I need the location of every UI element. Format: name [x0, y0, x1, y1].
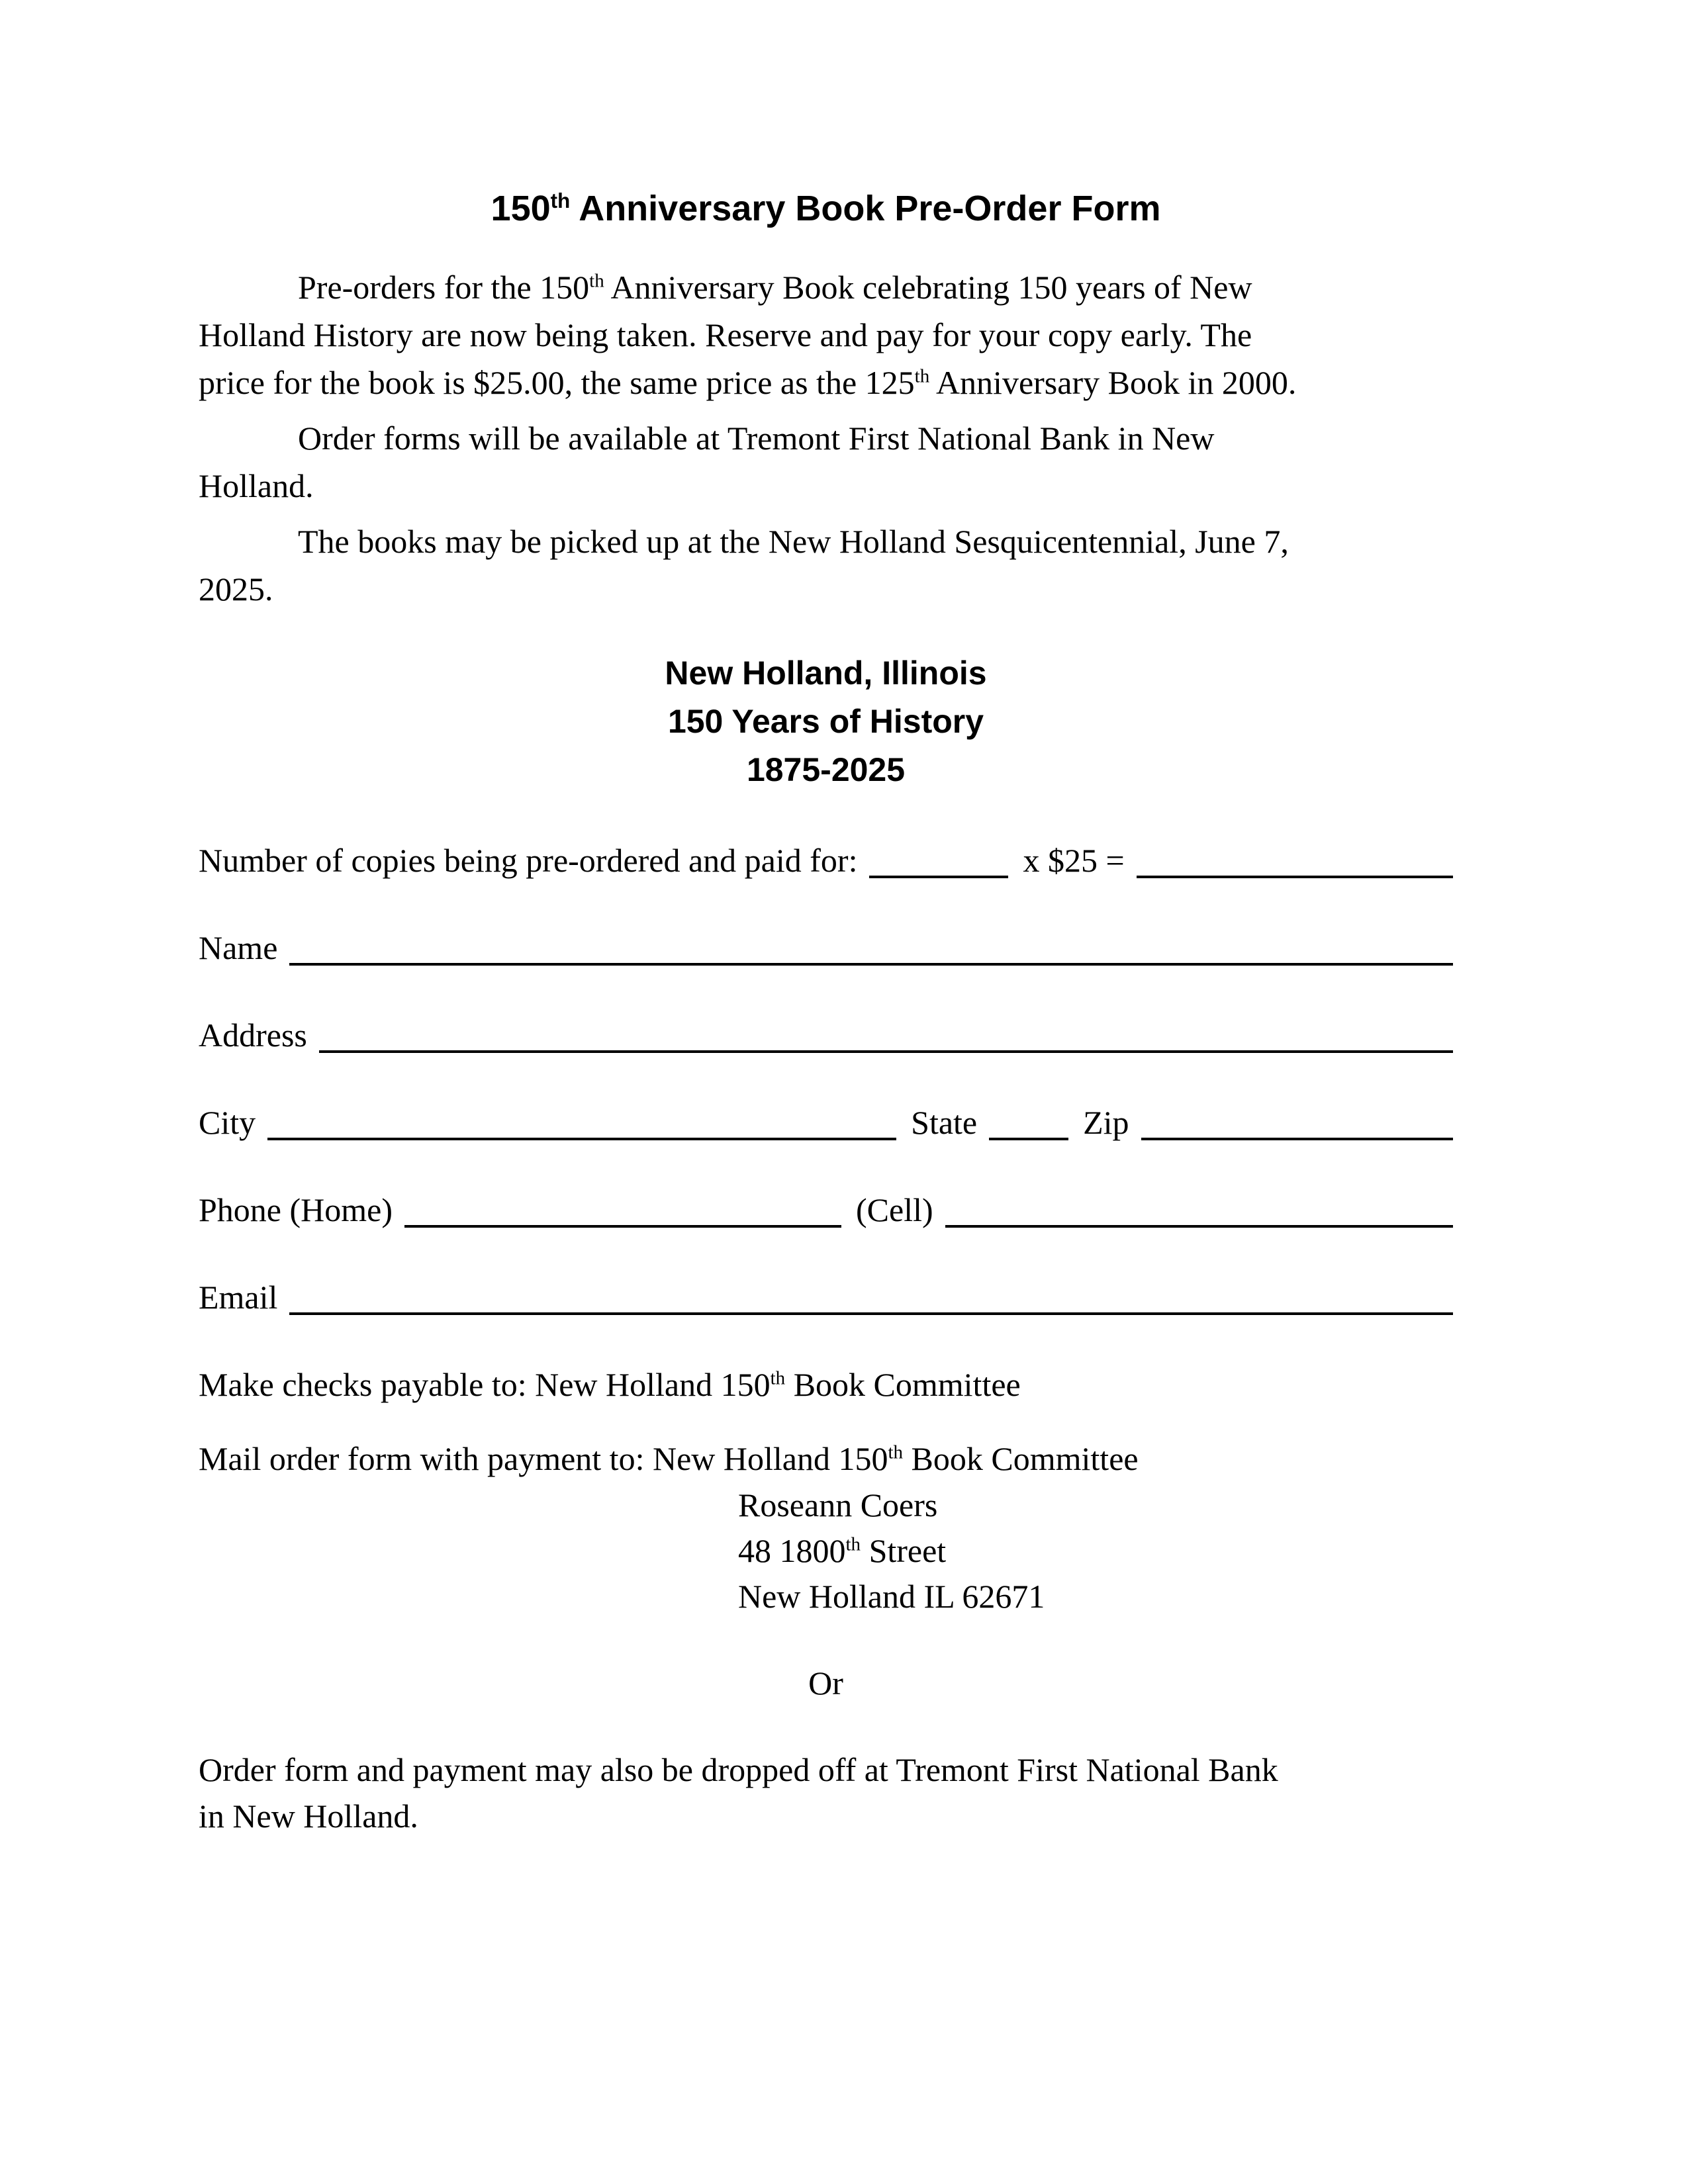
copies-label: Number of copies being pre-ordered and paid for: — [199, 842, 858, 879]
name-line — [289, 956, 1453, 966]
state-line — [989, 1131, 1068, 1140]
checks-payable-line — [199, 1361, 1453, 1408]
text-segment: Mail order form with payment to: New Holland 150 — [199, 1440, 888, 1477]
email-row — [199, 1273, 1453, 1321]
banner-line-history: 150 Years of History — [667, 703, 984, 740]
city-state-zip-row — [199, 1099, 1453, 1146]
mailing-address-block — [738, 1482, 1453, 1619]
paragraph-line — [199, 263, 1453, 311]
ordinal-superscript: th — [914, 365, 930, 387]
banner-line-city: New Holland, Illinois — [665, 655, 987, 692]
name-label: Name — [199, 929, 278, 966]
phone-cell-line — [945, 1218, 1453, 1228]
intro-paragraph-3 — [199, 518, 1453, 613]
phone-home-line — [404, 1218, 841, 1228]
paragraph-line: Order forms will be available at Tremont First National Bank in New — [298, 420, 1215, 457]
banner-line-years: 1875-2025 — [746, 751, 906, 788]
paragraph-line: The books may be picked up at the New Holland Sesquicentennial, June 7, — [298, 523, 1289, 560]
paragraph-line: Holland. — [199, 467, 314, 504]
text-segment: price for the book is $25.00, the same price as the 125 — [199, 364, 915, 401]
dropoff-paragraph — [199, 1747, 1453, 1839]
name-row — [199, 924, 1453, 972]
ordinal-superscript: th — [845, 1533, 861, 1555]
paragraph-line — [199, 359, 1453, 406]
zip-label: Zip — [1083, 1104, 1129, 1141]
email-line — [289, 1306, 1453, 1315]
mail-order-line — [199, 1435, 1453, 1482]
page-title — [199, 185, 1453, 232]
total-amount-line — [1137, 869, 1453, 878]
address-row — [199, 1011, 1453, 1059]
title-superscript: th — [550, 189, 571, 212]
book-banner — [199, 649, 1453, 794]
text-segment: Pre-orders for the 150 — [298, 269, 590, 306]
text-segment: Street — [861, 1532, 947, 1569]
city-label: City — [199, 1104, 256, 1141]
title-text-rest: Anniversary Book Pre-Order Form — [570, 189, 1161, 228]
or-divider-text: Or — [808, 1664, 843, 1702]
ordinal-superscript: th — [888, 1441, 904, 1463]
text-segment: Anniversary Book in 2000. — [929, 364, 1297, 401]
text-segment: Book Committee — [903, 1440, 1139, 1477]
copies-count-line — [869, 869, 1008, 878]
text-segment: Book Committee — [785, 1366, 1021, 1403]
phone-cell-label: (Cell) — [856, 1191, 933, 1228]
city-line — [267, 1131, 896, 1140]
intro-paragraph-1 — [199, 263, 1453, 406]
price-multiplier-label: x $25 = — [1023, 842, 1125, 879]
paragraph-line: in New Holland. — [199, 1797, 418, 1835]
paragraph-line: 2025. — [199, 570, 273, 608]
address-street — [738, 1528, 1453, 1574]
text-segment: Make checks payable to: New Holland 150 — [199, 1366, 771, 1403]
address-label: Address — [199, 1017, 307, 1054]
address-contact-name: Roseann Coers — [738, 1486, 938, 1524]
text-segment: Anniversary Book celebrating 150 years of New — [604, 269, 1252, 306]
phone-row — [199, 1186, 1453, 1234]
ordinal-superscript: th — [589, 270, 604, 292]
text-segment: 48 1800 — [738, 1532, 846, 1569]
address-city-state-zip: New Holland IL 62671 — [738, 1578, 1045, 1615]
copies-row — [199, 837, 1453, 884]
state-label: State — [911, 1104, 978, 1141]
zip-line — [1141, 1131, 1453, 1140]
phone-home-label: Phone (Home) — [199, 1191, 393, 1228]
address-line — [319, 1044, 1453, 1053]
intro-paragraph-2 — [199, 414, 1453, 510]
ordinal-superscript: th — [770, 1367, 786, 1389]
paragraph-line: Order form and payment may also be dropped off at Tremont First National Bank — [199, 1751, 1278, 1788]
paragraph-line: Holland History are now being taken. Reserve and pay for your copy early. The — [199, 316, 1252, 353]
title-text: 150 — [491, 189, 551, 228]
email-label: Email — [199, 1279, 278, 1316]
